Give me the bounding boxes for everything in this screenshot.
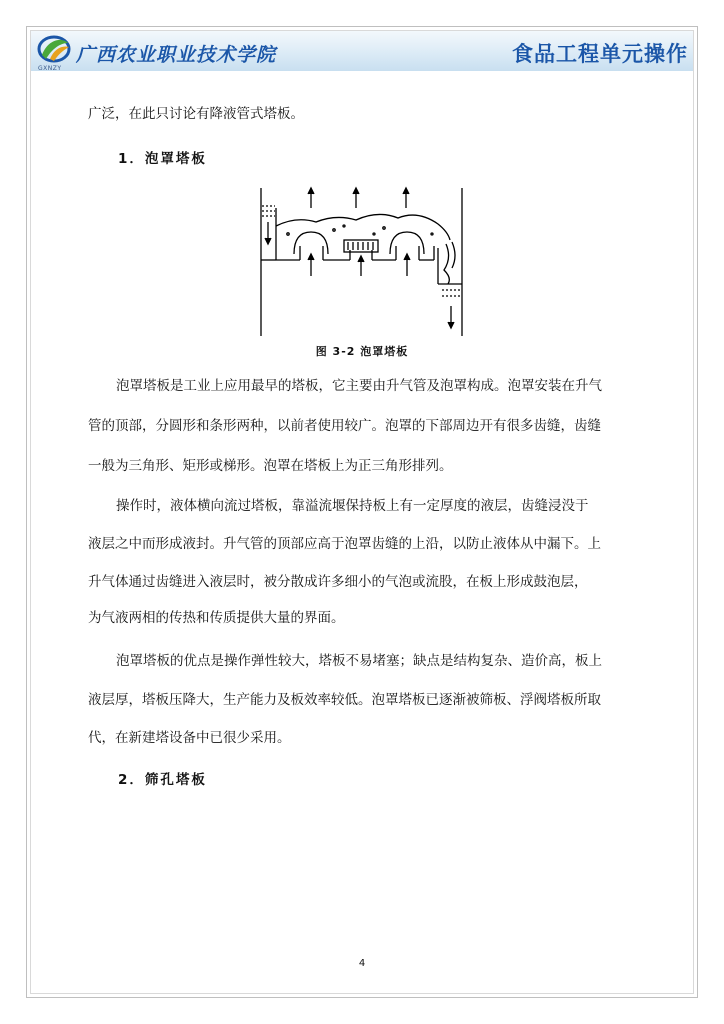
intro-line: 广泛，在此只讨论有降液管式塔板。 [88,106,304,122]
figure-caption: 图 3-2 泡罩塔板 [315,345,409,358]
section-heading-bubble-cap: 1．泡罩塔板 [118,151,207,167]
paragraph-line: 液层之中而形成液封。升气管的顶部应高于泡罩齿缝的上沿，以防止液体从中漏下。上 [88,536,601,552]
paragraph-line: 泡罩塔板是工业上应用最早的塔板，它主要由升气管及泡罩构成。泡罩安装在升气 [116,378,602,394]
paragraph-line: 为气液两相的传热和传质提供大量的界面。 [88,610,345,626]
paragraph-line: 操作时，液体横向流过塔板，靠溢流堰保持板上有一定厚度的液层，齿缝浸没于 [116,498,589,514]
school-name: 广西农业职业技术学院 [76,44,277,66]
paragraph-line: 代，在新建塔设备中已很少采用。 [88,730,291,746]
paragraph-line: 泡罩塔板的优点是操作弹性较大，塔板不易堵塞；缺点是结构复杂、造价高，板上 [116,653,602,669]
course-title: 食品工程单元操作 [512,42,688,66]
page-number: 4 [358,958,366,969]
paragraph-line: 一般为三角形、矩形或梯形。泡罩在塔板上为正三角形排列。 [88,458,453,474]
bubble-cap-tray-diagram [256,180,468,338]
paragraph-line: 管的顶部，分圆形和条形两种，以前者使用较广。泡罩的下部周边开有很多齿缝，齿缝 [88,418,601,434]
paragraph-line: 液层厚，塔板压降大，生产能力及板效率较低。泡罩塔板已逐渐被筛板、浮阀塔板所取 [88,692,601,708]
section-heading-sieve-tray: 2．筛孔塔板 [118,772,207,788]
paragraph-line: 升气体通过齿缝进入液层时，被分散成许多细小的气泡或流股，在板上形成鼓泡层， [88,574,588,590]
logo-subtext: GXNZY [38,65,62,72]
school-logo-icon [36,33,72,67]
